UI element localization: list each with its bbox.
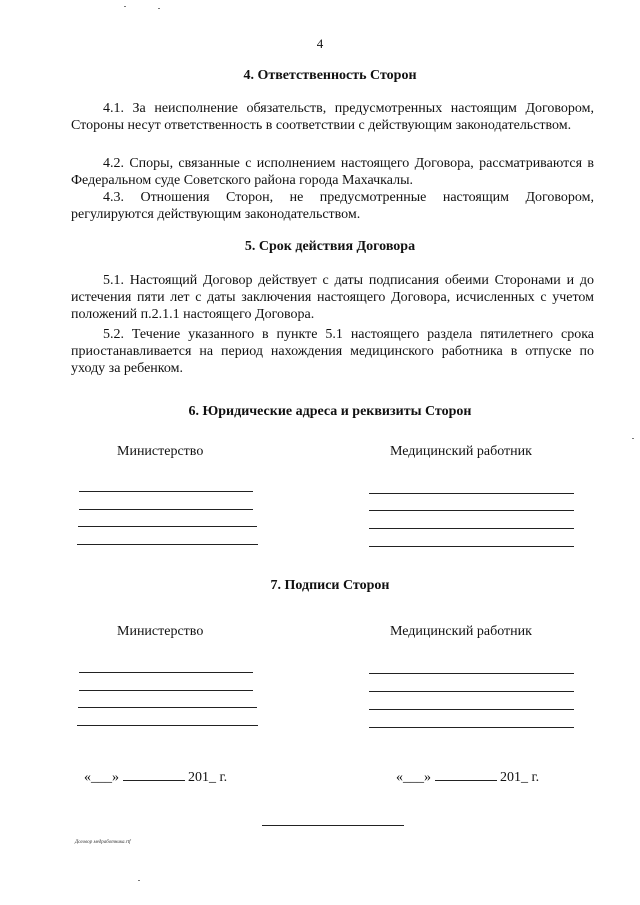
requisites-line-left (78, 526, 257, 527)
section-7-title: 7. Подписи Сторон (270, 578, 390, 593)
requisites-line-right (369, 493, 574, 494)
section-7-ministry-label: Министерство (117, 624, 204, 639)
requisites-line-right (369, 546, 574, 547)
date-month-blank-left (123, 767, 185, 781)
date-year-left: 201_ г. (188, 770, 228, 785)
section-7-medworker-label: Медицинский работник (390, 624, 532, 639)
requisites-line-left (79, 491, 253, 492)
date-day-right: «___» (396, 770, 431, 785)
section-4-paragraph-3: 4.3. Отношения Сторон, не предусмотренные настоящим Договором, регулируются действующим законодательством. (71, 190, 594, 222)
date-line-left (84, 767, 227, 786)
signature-line-left (77, 725, 258, 726)
section-6-medworker-label: Медицинский работник (390, 444, 532, 459)
section-5-paragraph-2: 5.2. Течение указанного в пункте 5.1 настоящего раздела пятилетнего срока приостанавливается на период нахождения медицинского работника в отпуске по уходу за ребенком. (71, 327, 594, 376)
signature-line-right (369, 691, 574, 692)
requisites-line-left (79, 509, 253, 510)
scan-speck (632, 438, 634, 439)
section-4-paragraph-2: 4.2. Споры, связанные с исполнением настоящего Договора, рассматриваются в Федеральном суде Советского района города Махачкалы. (71, 156, 594, 188)
requisites-line-right (369, 510, 574, 511)
date-day-left: «___» (84, 770, 119, 785)
section-5-title: 5. Срок действия Договора (244, 239, 416, 254)
requisites-line-right (369, 528, 574, 529)
date-year-right: 201_ г. (500, 770, 540, 785)
footer-file-note: Договор медработника.rtf (75, 840, 131, 845)
signature-line-right (369, 709, 574, 710)
date-month-blank-right (435, 767, 497, 781)
signature-line-left (78, 707, 257, 708)
signature-line-right (369, 673, 574, 674)
requisites-line-left (77, 544, 258, 545)
section-6-title: 6. Юридические адреса и реквизиты Сторон (188, 404, 472, 419)
section-4-title: 4. Ответственность Сторон (243, 68, 417, 83)
scan-speck (158, 8, 160, 9)
footer-separator-line (262, 825, 404, 826)
signature-line-left (79, 672, 253, 673)
signature-line-left (79, 690, 253, 691)
section-4-paragraph-1: 4.1. За неисполнение обязательств, предусмотренных настоящим Договором, Стороны несут ответственность в соответствии с действующим законодательством. (71, 101, 594, 133)
scan-speck (138, 880, 140, 881)
scan-speck (124, 6, 126, 7)
page-number: 4 (316, 36, 324, 51)
signature-line-right (369, 727, 574, 728)
section-5-paragraph-1: 5.1. Настоящий Договор действует с даты подписания обеими Сторонами и до истечения пяти лет с даты заключения настоящего Договора, исчисленных с учетом положений п.2.1.1 настоящего Договора. (71, 273, 594, 322)
date-line-right (396, 767, 539, 786)
section-6-ministry-label: Министерство (117, 444, 204, 459)
